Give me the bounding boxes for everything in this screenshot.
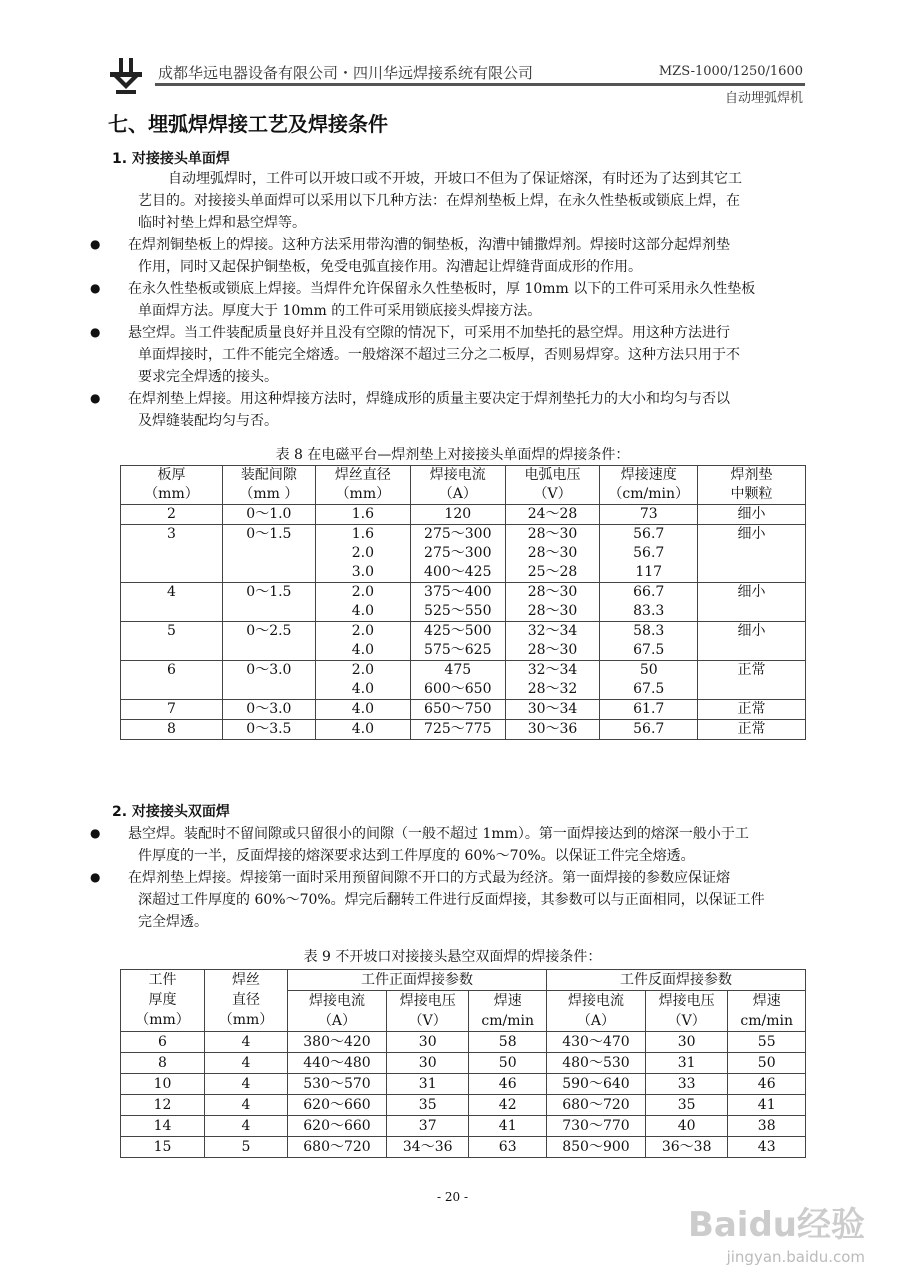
table-cell: 34～36 [387,1137,469,1158]
table-row [121,1032,806,1053]
company-logo [106,56,146,96]
table-cell: 焊接电流 （A） [410,466,505,505]
table-cell: 1.6 [315,505,410,525]
table-cell: 38 [728,1116,806,1137]
table-row [121,505,806,525]
table-cell: 3 [121,525,223,583]
table-cell: 30 [645,1032,727,1053]
table-cell: 30 [387,1032,469,1053]
table-row [121,1095,806,1116]
header-rule [155,83,805,86]
table-cell: 7 [121,700,223,720]
table8-caption: 表 8 在电磁平台—焊剂垫上对接接头单面焊的焊接条件： [275,447,630,463]
table-cell: 43 [728,1137,806,1158]
table-cell: 35 [387,1095,469,1116]
table-cell: 1.6 2.0 3.0 [315,525,410,583]
table-cell: 正常 [698,700,806,720]
table-cell: 正常 [698,720,806,740]
header-subtitle: 自动埋弧焊机 [724,91,803,106]
bullet-icon: ● [90,870,101,884]
table-cell: 475 600～650 [410,661,505,700]
table-cell: 2.0 4.0 [315,661,410,700]
table-cell: 73 [600,505,698,525]
text-line: 深超过工件厚度的 60%～70%。焊完后翻转工件进行反面焊接，其参数可以与正面相同，以保证工件 [138,892,765,908]
watermark-logo: Baidu经验 [687,1205,865,1245]
table-cell: 680～720 [546,1095,645,1116]
table-cell: 480～530 [546,1053,645,1074]
table-cell: 2 [121,505,223,525]
bullet-icon: ● [90,325,101,339]
table-cell: 41 [469,1116,547,1137]
table-cell: 细小 [698,525,806,583]
table-cell: 4.0 [315,720,410,740]
table-cell: 30～34 [505,700,600,720]
table-cell: 工件反面焊接参数 [546,970,805,991]
table-cell: 530～570 [288,1074,387,1095]
table-cell: 66.7 83.3 [600,583,698,622]
table-cell: 590～640 [546,1074,645,1095]
table-cell: 4 [121,583,223,622]
text-line: 自动埋弧焊时，工件可以开坡口或不开坡，开坡口不但为了保证熔深，有时还为了达到其它工 [168,171,742,187]
table-cell: 30 [387,1053,469,1074]
text-line: 在焊剂铜垫板上的焊接。这种方法采用带沟漕的铜垫板，沟漕中铺撒焊剂。焊接时这部分起焊剂垫 [128,237,730,253]
table-cell: 58.3 67.5 [600,622,698,661]
table-cell: 0～3.0 [222,661,315,700]
table-cell: 正常 [698,661,806,700]
table-cell: 55 [728,1032,806,1053]
bullet-icon: ● [90,391,101,405]
table-cell: 工件 厚度 （mm） [121,970,205,1032]
table-cell: 61.7 [600,700,698,720]
bullet-icon: ● [90,281,101,295]
table9 [120,969,806,1158]
table-cell: 4 [205,1032,288,1053]
table-cell: 620～660 [288,1116,387,1137]
table-row [121,700,806,720]
table8 [120,465,806,740]
table-cell: 58 [469,1032,547,1053]
table-cell: 63 [469,1137,547,1158]
table-row [121,1074,806,1095]
table-cell: 33 [645,1074,727,1095]
table-cell: 0～1.5 [222,525,315,583]
table-cell: 41 [728,1095,806,1116]
table-cell: 2.0 4.0 [315,583,410,622]
table-cell: 425～500 575～625 [410,622,505,661]
table-cell: 5 [121,622,223,661]
table-row [121,661,806,700]
table-cell: 8 [121,720,223,740]
table-cell: 焊接电压 （V） [387,991,469,1032]
table-cell: 焊接电流 （A） [546,991,645,1032]
table-row [121,1116,806,1137]
table-cell: 32～34 28～32 [505,661,600,700]
table-cell: 焊速 cm/min [728,991,806,1032]
table-cell: 0～1.5 [222,583,315,622]
table-cell: 4 [205,1074,288,1095]
table-cell: 32～34 28～30 [505,622,600,661]
text-line: 作用，同时又起保护铜垫板，免受电弧直接作用。沟漕起让焊缝背面成形的作用。 [138,259,642,275]
table-cell: 4 [205,1116,288,1137]
table9-caption: 表 9 不开坡口对接接头悬空双面焊的焊接条件： [303,949,602,965]
text-line: 临时衬垫上焊和悬空焊等。 [138,215,306,231]
table-cell: 31 [387,1074,469,1095]
table-cell: 15 [121,1137,205,1158]
table-cell: 6 [121,661,223,700]
text-line: 单面焊接时，工件不能完全熔透。一般熔深不超过三分之二板厚，否则易焊穿。这种方法只用于不 [138,347,740,363]
table-cell: 0～3.5 [222,720,315,740]
table-cell: 680～720 [288,1137,387,1158]
table-cell: 120 [410,505,505,525]
header-company: 成都华远电器设备有限公司・四川华远焊接系统有限公司 [158,64,534,82]
table-cell: 0～1.0 [222,505,315,525]
table-cell: 12 [121,1095,205,1116]
text-line: 要求完全焊透的接头。 [138,369,278,385]
table-row [121,720,806,740]
text-line: 完全焊透。 [138,914,208,930]
bullet-icon: ● [90,826,101,840]
table-cell: 56.7 [600,720,698,740]
table-cell: 24～28 [505,505,600,525]
page-title: 七、埋弧焊焊接工艺及焊接条件 [108,112,388,136]
table-row [121,583,806,622]
section2-heading: 2. 对接接头双面焊 [112,804,230,820]
table-cell: 31 [645,1053,727,1074]
table-cell: 56.7 56.7 117 [600,525,698,583]
table-cell: 焊剂垫 中颗粒 [698,466,806,505]
section1-heading: 1. 对接接头单面焊 [112,151,230,167]
table-cell: 375～400 525～550 [410,583,505,622]
table-cell: 0～2.5 [222,622,315,661]
table-cell: 430～470 [546,1032,645,1053]
text-line: 在焊剂垫上焊接。焊接第一面时采用预留间隙不开口的方式最为经济。第一面焊接的参数应保证熔 [128,870,730,886]
table-cell: 焊接速度 （cm/min） [600,466,698,505]
table-cell: 37 [387,1116,469,1137]
text-line: 在焊剂垫上焊接。用这种焊接方法时，焊缝成形的质量主要决定于焊剂垫托力的大小和均匀与否以 [128,391,730,407]
table-cell: 焊速 cm/min [469,991,547,1032]
table-cell: 46 [469,1074,547,1095]
table-cell: 0～3.0 [222,700,315,720]
table-cell: 焊接电流 （A） [288,991,387,1032]
text-line: 在永久性垫板或锁底上焊接。当焊件允许保留永久性垫板时，厚 10mm 以下的工件可采用永久性垫板 [128,281,756,297]
table-cell: 275～300 275～300 400～425 [410,525,505,583]
table-cell: 细小 [698,622,806,661]
table-cell: 50 67.5 [600,661,698,700]
table-row [121,525,806,583]
watermark-url: jingyan.baidu.com [726,1248,865,1266]
text-line: 单面焊方法。厚度大于 10mm 的工件可采用锁底接头焊接方法。 [138,303,542,319]
text-line: 悬空焊。当工件装配质量良好并且没有空隙的情况下，可采用不加垫托的悬空焊。用这种方法进行 [128,325,730,341]
table-cell: 50 [728,1053,806,1074]
table-cell: 14 [121,1116,205,1137]
table-cell: 6 [121,1032,205,1053]
page-number: - 20 - [436,1190,468,1204]
table-cell: 30～36 [505,720,600,740]
table-cell: 8 [121,1053,205,1074]
text-line: 件厚度的一半，反面焊接的熔深要求达到工件厚度的 60%～70%。以保证工件完全熔透。 [138,848,695,864]
table-cell: 50 [469,1053,547,1074]
table-cell: 4 [205,1053,288,1074]
bullet-icon: ● [90,237,101,251]
table-cell: 730～770 [546,1116,645,1137]
table-cell: 650～750 [410,700,505,720]
table-cell: 850～900 [546,1137,645,1158]
table-cell: 440～480 [288,1053,387,1074]
table-cell: 细小 [698,505,806,525]
text-line: 艺目的。对接接头单面焊可以采用以下几种方法：在焊剂垫板上焊，在永久性垫板或锁底上焊，在 [138,193,740,209]
table-cell: 焊丝直径 （mm） [315,466,410,505]
table-row [121,622,806,661]
table-cell: 装配间隙 （mm ） [222,466,315,505]
table-cell: 工件正面焊接参数 [288,970,547,991]
table-cell: 40 [645,1116,727,1137]
table-cell: 28～30 28～30 25～28 [505,525,600,583]
table-cell: 36～38 [645,1137,727,1158]
table-cell: 46 [728,1074,806,1095]
table-cell: 10 [121,1074,205,1095]
table-cell: 4 [205,1095,288,1116]
table-row [121,1137,806,1158]
table-cell: 725～775 [410,720,505,740]
table-cell: 焊接电压 （V） [645,991,727,1032]
text-line: 悬空焊。装配时不留间隙或只留很小的间隙（一般不超过 1mm）。第一面焊接达到的熔深一般小于工 [128,826,749,842]
table-row [121,1053,806,1074]
table-header-row [121,466,806,505]
table-cell: 电弧电压 （V） [505,466,600,505]
table-cell: 细小 [698,583,806,622]
table-cell: 620～660 [288,1095,387,1116]
table-cell: 42 [469,1095,547,1116]
table-cell: 35 [645,1095,727,1116]
text-line: 及焊缝装配均匀与否。 [138,413,278,429]
table-cell: 板厚 （mm） [121,466,223,505]
table-cell: 焊丝 直径 （mm） [205,970,288,1032]
table-cell: 28～30 28～30 [505,583,600,622]
table-cell: 4.0 [315,700,410,720]
table-cell: 5 [205,1137,288,1158]
table-cell: 2.0 4.0 [315,622,410,661]
table-header-row [121,970,806,991]
header-model: MZS-1000/1250/1600 [658,64,803,79]
table-cell: 380～420 [288,1032,387,1053]
